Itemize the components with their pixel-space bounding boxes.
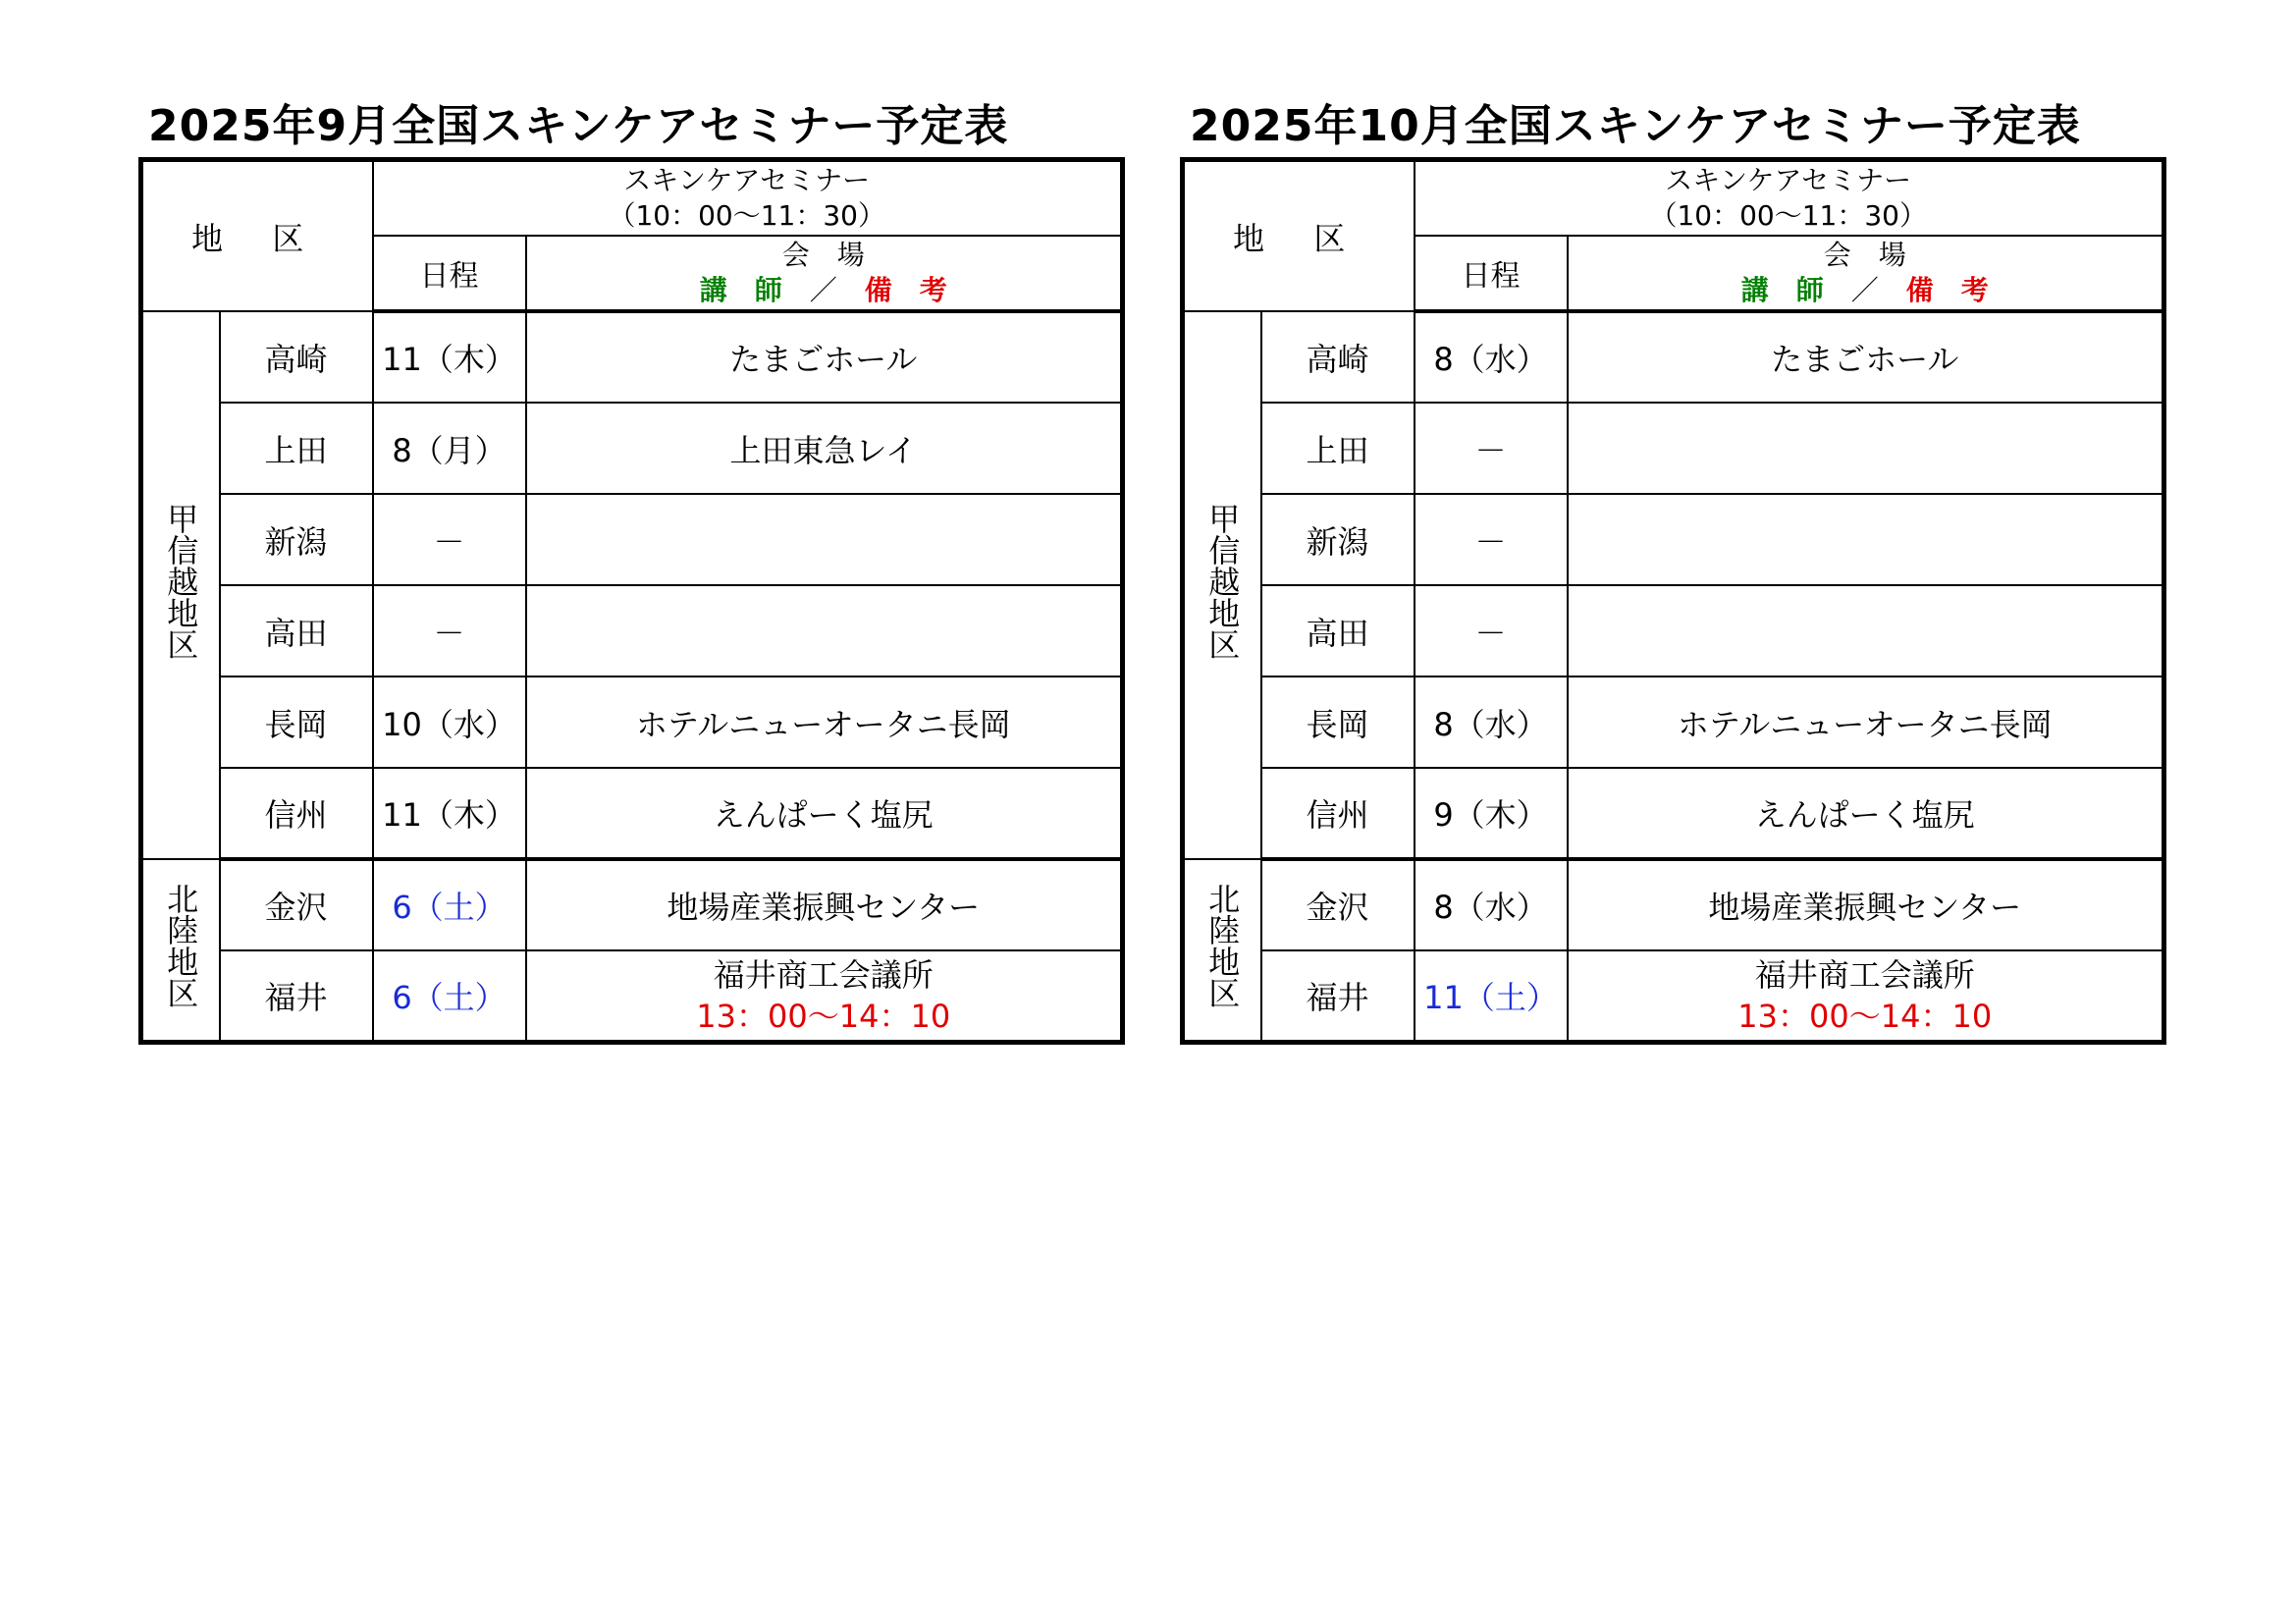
date-cell: 6（土） — [373, 950, 526, 1042]
date-cell: 8（水） — [1415, 859, 1568, 950]
date-cell: 10（水） — [373, 677, 526, 768]
date-cell: 8（水） — [1415, 311, 1568, 403]
seminar-header — [373, 160, 1123, 237]
venue-cell — [1568, 585, 2164, 677]
date-header: 日程 — [373, 236, 526, 311]
region-header: 地 区 — [1183, 160, 1415, 312]
venue-note: 13：00〜14：10 — [696, 997, 951, 1035]
venue-cell: ホテルニューオータニ長岡 — [526, 677, 1123, 768]
region-group — [141, 859, 220, 1042]
venue-cell: 地場産業振興センター — [526, 859, 1123, 950]
schedule-table — [138, 157, 1125, 1045]
city-cell: 福井 — [1261, 950, 1415, 1042]
city-cell: 金沢 — [220, 859, 373, 950]
city-cell: 長岡 — [220, 677, 373, 768]
venue-header-label: 会 場 — [1823, 239, 1906, 271]
date-header: 日程 — [1415, 236, 1568, 311]
city-cell: 金沢 — [1261, 859, 1415, 950]
table-row — [141, 311, 1123, 403]
region-group-label: 北陸地区 — [162, 883, 200, 1009]
date-cell: 11（木） — [373, 311, 526, 403]
venue-cell — [1568, 403, 2164, 494]
seminar-name: スキンケアセミナー — [1665, 164, 1912, 196]
date-cell: － — [373, 585, 526, 677]
venue-cell — [1568, 494, 2164, 585]
table-row — [1183, 403, 2164, 494]
schedule-title: 2025年10月全国スキンケアセミナー予定表 — [1190, 101, 2081, 151]
region-group-label: 北陸地区 — [1203, 883, 1242, 1009]
lecturer-label: 講 師 — [699, 274, 782, 306]
table-row — [141, 768, 1123, 859]
venue-cell: 地場産業振興センター — [1568, 859, 2164, 950]
remarks-label: 備 考 — [864, 274, 947, 306]
schedule-title: 2025年9月全国スキンケアセミナー予定表 — [148, 101, 1009, 151]
region-group-label: 甲信越地区 — [162, 503, 200, 660]
remarks-label: 備 考 — [1905, 274, 1989, 306]
date-cell: 6（土） — [373, 859, 526, 950]
city-cell: 上田 — [1261, 403, 1415, 494]
venue-cell: えんぱーく塩尻 — [526, 768, 1123, 859]
region-header: 地 区 — [141, 160, 373, 312]
city-cell: 上田 — [220, 403, 373, 494]
table-row — [141, 859, 1123, 950]
city-cell: 高田 — [220, 585, 373, 677]
table-row — [1183, 950, 2164, 1042]
date-cell: 8（月） — [373, 403, 526, 494]
date-cell: 11（木） — [373, 768, 526, 859]
venue-cell: たまごホール — [1568, 311, 2164, 403]
venue-name: 福井商工会議所 — [713, 955, 934, 994]
city-cell: 新潟 — [220, 494, 373, 585]
table-row — [141, 585, 1123, 677]
schedule-table — [1180, 157, 2166, 1045]
venue-cell — [526, 494, 1123, 585]
seminar-time: （10：00〜11：30） — [1649, 199, 1928, 232]
slash-label: ／ — [809, 274, 837, 306]
venue-cell — [526, 585, 1123, 677]
date-cell: 8（水） — [1415, 677, 1568, 768]
table-row — [1183, 677, 2164, 768]
city-cell: 信州 — [220, 768, 373, 859]
date-cell: － — [1415, 403, 1568, 494]
table-row — [141, 677, 1123, 768]
table-row — [141, 403, 1123, 494]
city-cell: 長岡 — [1261, 677, 1415, 768]
schedule-1 — [138, 96, 1120, 1045]
date-cell: － — [1415, 585, 1568, 677]
venue-cell: たまごホール — [526, 311, 1123, 403]
table-row — [1183, 494, 2164, 585]
table-row — [1183, 585, 2164, 677]
venue-cell: 上田東急レイ — [526, 403, 1123, 494]
region-group — [1183, 311, 1261, 859]
date-cell: － — [373, 494, 526, 585]
seminar-time: （10：00〜11：30） — [608, 199, 886, 232]
table-row — [141, 950, 1123, 1042]
seminar-header — [1415, 160, 2164, 237]
venue-header — [1568, 236, 2164, 311]
venue-cell — [1568, 950, 2164, 1042]
venue-cell — [526, 950, 1123, 1042]
table-row — [1183, 859, 2164, 950]
city-cell: 新潟 — [1261, 494, 1415, 585]
slash-label: ／ — [1850, 274, 1879, 306]
venue-name: 福井商工会議所 — [1754, 955, 1975, 994]
region-group-label: 甲信越地区 — [1203, 503, 1242, 660]
table-row — [1183, 768, 2164, 859]
table-row — [141, 494, 1123, 585]
city-cell: 高崎 — [220, 311, 373, 403]
lecturer-label: 講 師 — [1740, 274, 1824, 306]
city-cell: 高田 — [1261, 585, 1415, 677]
table-row — [1183, 311, 2164, 403]
lecturer-remarks-label — [527, 273, 1121, 308]
region-group — [141, 311, 220, 859]
region-group — [1183, 859, 1261, 1042]
city-cell: 信州 — [1261, 768, 1415, 859]
date-cell: 11（土） — [1415, 950, 1568, 1042]
seminar-name: スキンケアセミナー — [623, 164, 871, 196]
venue-header-label: 会 場 — [781, 239, 865, 271]
venue-header — [526, 236, 1123, 311]
city-cell: 福井 — [220, 950, 373, 1042]
date-cell: － — [1415, 494, 1568, 585]
date-cell: 9（木） — [1415, 768, 1568, 859]
venue-cell: ホテルニューオータニ長岡 — [1568, 677, 2164, 768]
city-cell: 高崎 — [1261, 311, 1415, 403]
venue-cell: えんぱーく塩尻 — [1568, 768, 2164, 859]
venue-note: 13：00〜14：10 — [1737, 997, 1993, 1035]
lecturer-remarks-label — [1569, 273, 2163, 308]
schedule-2 — [1180, 96, 2162, 1045]
